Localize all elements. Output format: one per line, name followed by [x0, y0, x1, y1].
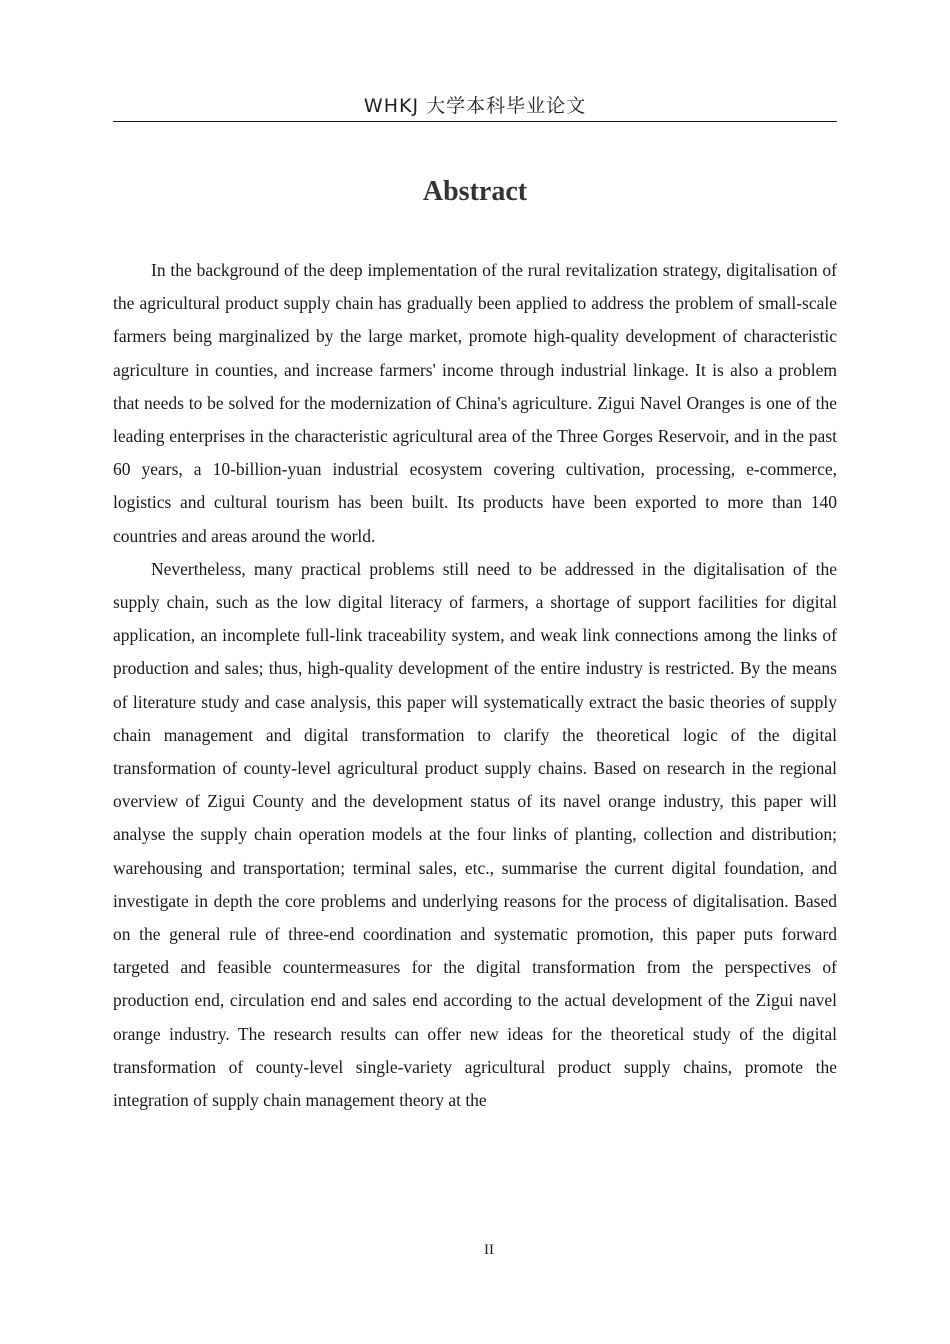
abstract-body — [113, 254, 837, 1117]
page-title: Abstract — [422, 176, 528, 207]
header-text: WHKJ 大学本科毕业论文 — [363, 95, 587, 117]
abstract-paragraph-2: Nevertheless, many practical problems still need to be addressed in the digitalisation of the supply chain, such as the low digital literacy of farmers, a shortage of support facilities for digital application, an incomplete full-link traceability system, and weak link connections among the links of production and sales; thus, high-quality development of the entire industry is restricted. By the means of literature study and case analysis, this paper will systematically extract the basic theories of supply chain management and digital transformation to clarify the theoretical logic of the digital transformation of county-level agricultural product supply chains. Based on research in the regional overview of Zigui County and the development status of its navel orange industry, this paper will analyse the supply chain operation models at the four links of planting, collection and distribution; warehousing and transportation; terminal sales, etc., summarise the current digital foundation, and investigate in depth the core problems and underlying reasons for the process of digitalisation. Based on the general rule of three-end coordination and systematic promotion, this paper puts forward targeted and feasible countermeasures for the digital transformation from the perspectives of production end, circulation end and sales end according to the actual development of the Zigui navel orange industry. The research results can offer new ideas for the theoretical study of the digital transformation of county-level single-variety agricultural product supply chains, promote the integration of supply chain management theory at the — [113, 558, 837, 1111]
running-header — [113, 92, 837, 122]
abstract-paragraph-1: In the background of the deep implementation of the rural revitalization strategy, digitalisation of the agricultural product supply chain has gradually been applied to address the problem of small-scale farmers being marginalized by the large market, promote high-quality development of characteristic agriculture in counties, and increase farmers' income through industrial linkage. It is also a problem that needs to be solved for the modernization of China's agriculture. Zigui Navel Oranges is one of the leading enterprises in the characteristic agricultural area of the Three Gorges Reservoir, and in the past 60 years, a 10-billion-yuan industrial ecosystem covering cultivation, processing, e-commerce, logistics and cultural tourism has been built. Its products have been exported to more than 140 countries and areas around the world. — [113, 260, 837, 546]
page-number: II — [484, 1242, 494, 1258]
